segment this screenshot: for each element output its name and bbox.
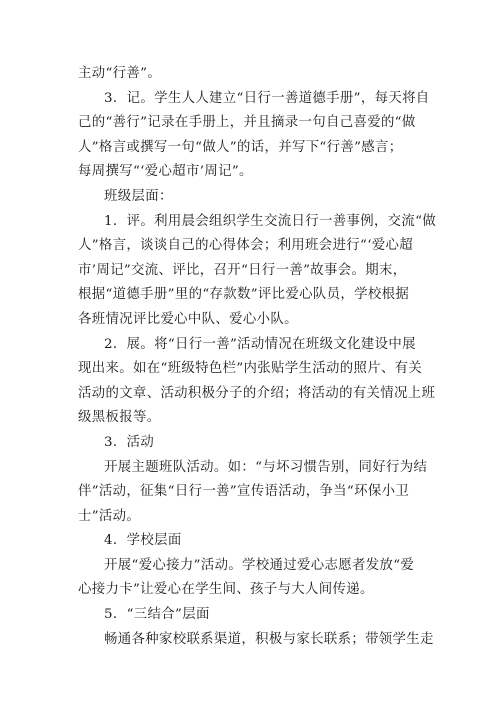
- text-line: 5．“三结合”层面: [104, 607, 210, 623]
- text-line: 级黑板报等。: [78, 410, 161, 426]
- text-line: 每周撰写“‘爱心超市’周记”。: [78, 164, 253, 180]
- text-line: 1．评。利用晨会组织学生交流日行一善事例，交流“做: [104, 213, 437, 229]
- document-body: [78, 62, 437, 652]
- text-line: 己的“善行”记录在手册上，并且摘录一句自己喜爱的“做: [78, 115, 416, 131]
- text-line: 班级层面：: [104, 188, 173, 204]
- text-line: 伴”活动，征集“日行一善”宣传语活动，争当“环保小卫: [78, 484, 410, 500]
- text-line: 活动的文章、活动积极分子的介绍；将活动的有关情况上班: [78, 385, 436, 401]
- text-line: 畅通各种家校联系渠道，积极与家长联系；带领学生走: [104, 631, 434, 647]
- text-line: 3．活动: [104, 434, 155, 450]
- text-line: 现出来。如在“班级特色栏”内张贴学生活动的照片、有关: [78, 361, 423, 377]
- text-line: 士”活动。: [78, 508, 141, 524]
- text-line: 根据“道德手册”里的“存款数”评比爱心队员，学校根据: [78, 287, 410, 303]
- text-line: 心接力卡”让爱心在学生间、孩子与大人间传递。: [78, 582, 374, 598]
- text-line: 4．学校层面: [104, 533, 182, 549]
- text-line: 人”格言或撰写一句“做人”的话，并写下“行善”感言；: [78, 139, 403, 155]
- text-line: 人”格言，谈谈自己的心得体会；利用班会进行“‘爱心超: [78, 238, 414, 254]
- text-line: 主动“行善”。: [78, 66, 162, 81]
- text-line: 3．记。学生人人建立“日行一善道德手册”，每天将自: [104, 90, 430, 106]
- text-block: [78, 62, 437, 652]
- text-line: 各班情况评比爱心中队、爱心小队。: [78, 311, 298, 327]
- text-line: 开展“爱心接力”活动。学校通过爱心志愿者发放“爱: [104, 557, 415, 573]
- text-line: 开展主题班队活动。如：“与坏习惯告别，同好行为结: [104, 459, 428, 475]
- text-line: 市’周记”交流、评比，召开“日行一善”故事会。期末，: [78, 262, 407, 278]
- text-line: 2．展。将“日行一善”活动情况在班级文化建设中展: [104, 336, 416, 352]
